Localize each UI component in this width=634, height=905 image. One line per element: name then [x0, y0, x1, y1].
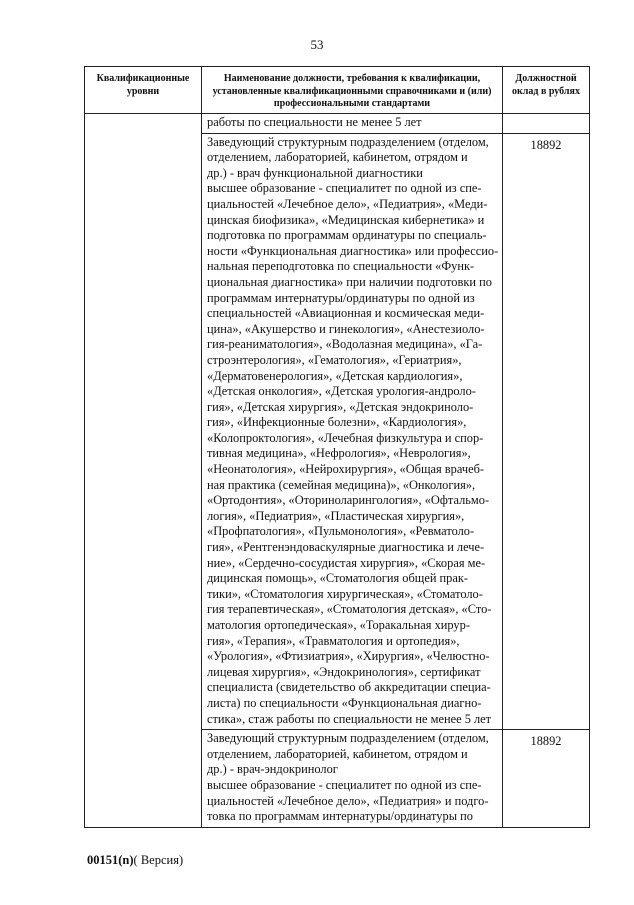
table-row: [85, 114, 590, 134]
text-line: подготовка по программам ординатуры по специаль-: [207, 228, 487, 243]
text-line: ние», «Сердечно-сосудистая хирургия», «Скорая ме-: [207, 555, 486, 570]
header-position-requirements: Наименование должности, требования к квалификации, установленные квалификационными справочниками и (или) профессиональными стандартами: [202, 67, 503, 114]
salary-cell: [503, 114, 590, 134]
text-line: отделением, лабораторией, кабинетом, отрядом и: [207, 150, 468, 165]
row-text-cell: [202, 133, 503, 730]
text-line: «Урология», «Фтизиатрия», «Хирургия», «Челюстно-: [207, 649, 490, 664]
text-line: работы по специальности не менее 5 лет: [207, 115, 422, 129]
text-line: циональная диагностика» при наличии подготовки по: [207, 274, 492, 289]
text-line: «Ортодонтия», «Оториноларингология», «Офтальмо-: [207, 493, 490, 508]
salary-cell: 18892: [503, 730, 590, 828]
text-line: др.) - врач-эндокринолог: [207, 762, 338, 777]
text-line: дицинская помощь», «Стоматология общей прак-: [207, 571, 469, 586]
text-line: циальностей «Лечебное дело», «Педиатрия», «Меди-: [207, 196, 488, 211]
text-line: отделением, лабораторией, кабинетом, отрядом и: [207, 746, 468, 761]
text-line: гия», «Рентгенэндоваскулярные диагностика и лече-: [207, 540, 485, 555]
text-line: стика», стаж работы по специальности не менее 5 лет: [207, 711, 492, 726]
text-line: программам интернатуры/ординатуры по одной из: [207, 290, 475, 305]
text-line: логия», «Педиатрия», «Пластическая хирургия»,: [207, 508, 465, 523]
document-code: 00151(n): [87, 853, 134, 867]
text-line: товка по программам интернатуры/ординатуры по: [207, 809, 473, 824]
text-line: листа) по специальности «Функциональная диагно-: [207, 695, 482, 710]
text-line: высшее образование - специалитет по одной из спе-: [207, 777, 482, 792]
text-line: ная практика (семейная медицина)», «Онкология»,: [207, 477, 476, 492]
text-line: тивная медицина», «Нефрология», «Неврология»,: [207, 446, 471, 461]
text-line: «Неонатология», «Нейрохирургия», «Общая врачеб-: [207, 462, 485, 477]
qualification-table: [84, 66, 590, 828]
text-line: «Колопроктология», «Лечебная физкультура и спор-: [207, 430, 484, 445]
text-line: др.) - врач функциональной диагностики: [207, 165, 423, 180]
text-line: строэнтерология», «Гематология», «Гериатрия»,: [207, 352, 462, 367]
row-text-cell: [202, 730, 503, 828]
text-line: цина», «Акушерство и гинекология», «Анестезиоло-: [207, 321, 485, 336]
text-line: матология ортопедическая», «Торакальная хирур-: [207, 618, 470, 632]
text-line: «Профпатология», «Пульмонология», «Ревматоло-: [207, 524, 475, 539]
text-line: ности «Функциональная диагностика» или профессио-: [207, 243, 499, 258]
text-line: цинская биофизика», «Медицинская кибернетика» и: [207, 212, 485, 227]
page-number: 53: [310, 37, 324, 52]
text-line: гия», «Терапия», «Травматология и ортопедия»,: [207, 633, 460, 648]
text-line: Заведующий структурным подразделением (отделом,: [207, 134, 489, 149]
text-line: гия-реаниматология», «Водолазная медицина», «Га-: [207, 337, 483, 352]
document-footer: [87, 853, 183, 868]
text-line: лицевая хирургия», «Эндокринология», сертификат: [207, 664, 481, 679]
text-line: Заведующий структурным подразделением (отделом,: [207, 731, 489, 746]
header-qualification-levels: Квалификационные уровни: [85, 67, 202, 114]
document-version: ( Версия): [133, 853, 184, 867]
salary-cell: 18892: [503, 133, 590, 730]
text-line: гия терапевтическая», «Стоматология детская», «Сто-: [207, 602, 492, 617]
text-line: циальностей «Лечебное дело», «Педиатрия» и подго-: [207, 793, 489, 808]
text-line: гия», «Детская хирургия», «Детская эндокриноло-: [207, 399, 474, 414]
text-line: гия», «Инфекционные болезни», «Кардиология»,: [207, 415, 467, 430]
text-line: нальная переподготовка по специальности «Функ-: [207, 259, 475, 274]
text-line: «Детская онкология», «Детская урология-андроло-: [207, 384, 476, 399]
text-line: тики», «Стоматология хирургическая», «Стоматоло-: [207, 586, 483, 601]
row-text-cell: [202, 114, 503, 134]
text-line: высшее образование - специалитет по одной из спе-: [207, 181, 482, 196]
table-header-row: [85, 67, 590, 114]
text-line: специалиста (свидетельство об аккредитации специа-: [207, 680, 491, 695]
text-line: «Дерматовенерология», «Детская кардиология»,: [207, 368, 463, 383]
header-salary: Должностной оклад в рублях: [503, 67, 590, 114]
text-line: специальностей «Авиационная и космическая меди-: [207, 306, 485, 321]
qualification-level-cell: [85, 114, 202, 828]
